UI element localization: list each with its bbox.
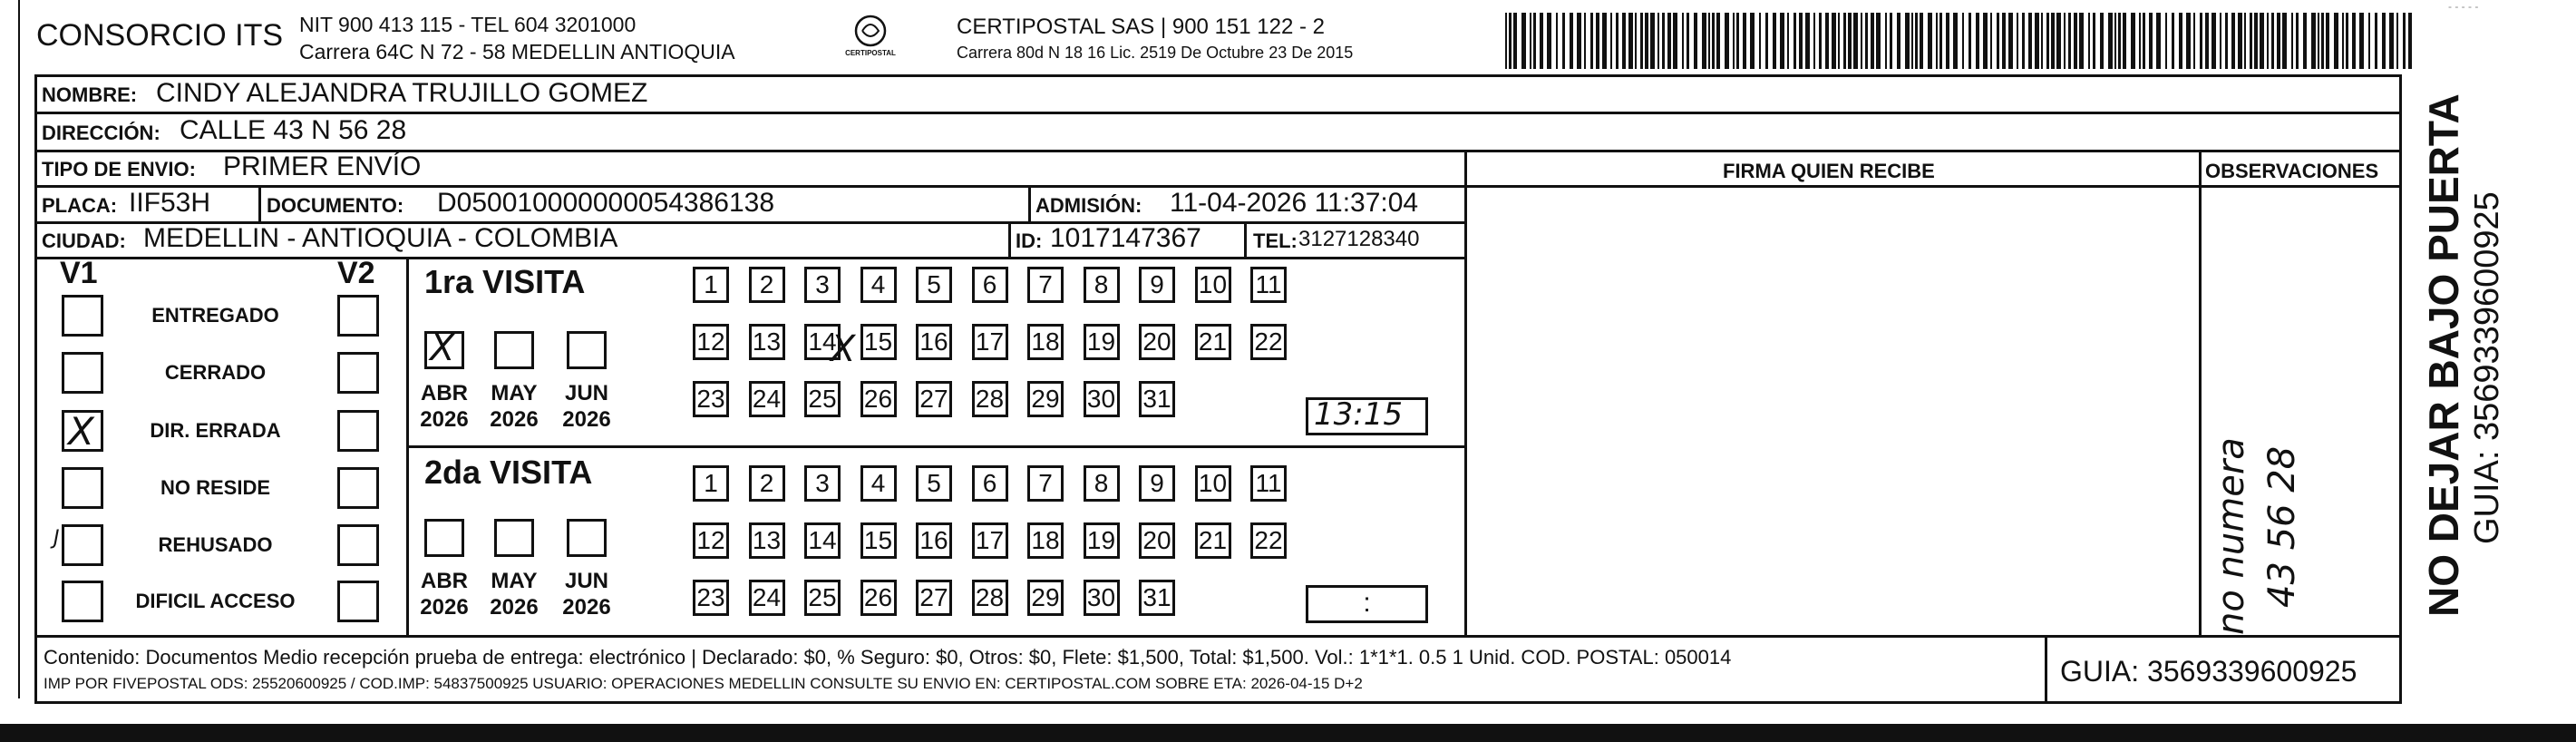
day-box[interactable]: 19 — [1084, 522, 1120, 559]
day-box[interactable]: 31 — [1139, 381, 1175, 417]
footer-guia: GUIA: 3569339600925 — [2060, 655, 2357, 688]
admission-value: 11-04-2026 11:37:04 — [1170, 188, 1419, 218]
year-label: 2026 — [420, 595, 469, 620]
day-box[interactable]: 7 — [1027, 465, 1064, 502]
day-box[interactable]: 17 — [972, 324, 1008, 360]
status-label: REHUSADO — [158, 533, 273, 556]
bottom-bar — [0, 724, 2576, 742]
observation-handwriting-2: 43 56 28 — [2261, 445, 2303, 608]
day-box[interactable]: 14 — [804, 522, 841, 559]
company-address: Carrera 64C N 72 - 58 MEDELLIN ANTIOQUIA — [299, 40, 735, 63]
day-box[interactable]: 13 — [749, 324, 785, 360]
day-box[interactable]: 29 — [1027, 381, 1064, 417]
day-box[interactable]: 3 — [804, 465, 841, 502]
visit1-title: 1ra VISITA — [424, 263, 586, 300]
admission-label: ADMISIÓN: — [1035, 194, 1142, 217]
day-box[interactable]: 13 — [749, 522, 785, 559]
day-box[interactable]: 12 — [693, 522, 729, 559]
day-box[interactable]: 27 — [916, 580, 952, 616]
status-label: NO RESIDE — [160, 476, 271, 499]
month-checkbox[interactable] — [424, 519, 464, 557]
day-box[interactable]: 6 — [972, 465, 1008, 502]
year-label: 2026 — [420, 407, 469, 432]
v1-checkbox[interactable] — [62, 581, 103, 622]
id-value: 1017147367 — [1050, 223, 1201, 253]
v1-checkbox[interactable] — [53, 524, 103, 566]
day-box[interactable]: 11 — [1250, 267, 1287, 303]
document-value: D050010000000054386138 — [437, 188, 775, 218]
day-box[interactable]: 2 — [749, 267, 785, 303]
day-box[interactable]: 21 — [1195, 324, 1231, 360]
day-box[interactable]: 30 — [1084, 580, 1120, 616]
v2-checkbox[interactable] — [337, 524, 379, 566]
day-box[interactable]: 20 — [1139, 324, 1175, 360]
day-box[interactable]: 16 — [916, 324, 952, 360]
side-guia: GUIA: 3569339600925 — [2468, 191, 2506, 544]
day-box[interactable]: 30 — [1084, 381, 1120, 417]
day-box[interactable]: 10 — [1195, 465, 1231, 502]
day-box[interactable]: 3 — [804, 267, 841, 303]
v2-label: V2 — [337, 256, 375, 290]
year-label: 2026 — [562, 407, 611, 432]
day-box[interactable]: 24 — [749, 580, 785, 616]
v2-checkbox[interactable] — [337, 295, 379, 337]
month-checkbox[interactable] — [494, 519, 534, 557]
visit1-time-box[interactable] — [1306, 397, 1428, 435]
day-box[interactable]: 5 — [916, 267, 952, 303]
status-label: DIR. ERRADA — [150, 419, 281, 442]
status-label: CERRADO — [164, 361, 267, 384]
certipostal-logo — [839, 11, 902, 65]
visit2-title: 2da VISITA — [424, 454, 593, 491]
observations-header: OBSERVACIONES — [2205, 160, 2379, 182]
day-box[interactable]: 15 — [860, 324, 897, 360]
plate-label: PLACA: — [42, 194, 118, 217]
name-label: NOMBRE: — [42, 83, 138, 106]
visit2-time-box[interactable] — [1306, 585, 1428, 623]
day-box[interactable]: 1 — [693, 465, 729, 502]
shipment-type-label: TIPO DE ENVIO: — [42, 158, 196, 181]
day-box[interactable]: 8 — [1084, 465, 1120, 502]
month-label: JUN — [564, 569, 608, 593]
day-box[interactable]: 23 — [693, 580, 729, 616]
month-label: ABR — [421, 569, 468, 593]
month-checkbox[interactable] — [494, 331, 534, 369]
day-box[interactable]: 23 — [693, 381, 729, 417]
day-box[interactable]: 29 — [1027, 580, 1064, 616]
day-box[interactable]: 24 — [749, 381, 785, 417]
v2-checkbox[interactable] — [337, 581, 379, 622]
recipient-name: CINDY ALEJANDRA TRUJILLO GOMEZ — [156, 78, 648, 108]
stray-mark: J — [53, 527, 60, 550]
day-box[interactable]: 2 — [749, 465, 785, 502]
year-label: 2026 — [562, 595, 611, 620]
day-box[interactable]: 17 — [972, 522, 1008, 559]
address-label: DIRECCIÓN: — [42, 122, 160, 144]
day-box[interactable]: 25 — [804, 381, 841, 417]
day-box[interactable]: 15 — [860, 522, 897, 559]
visit1-day-mark: X — [831, 328, 856, 370]
city-label: CIUDAD: — [42, 229, 126, 252]
day-box[interactable]: 5 — [916, 465, 952, 502]
v1-checkbox[interactable] — [62, 295, 103, 337]
day-box[interactable]: 8 — [1084, 267, 1120, 303]
day-box[interactable]: 10 — [1195, 267, 1231, 303]
day-box[interactable]: 6 — [972, 267, 1008, 303]
v2-checkbox[interactable] — [337, 410, 379, 452]
footer-content: Contenido: Documentos Medio recepción prueba de entrega: electrónico | Declarado: $0, % Seguro: $0, Otros: $0, Flete: $1,500, Total: $1,500. Vol.: 1*1*1. 0.5 1 Unid. COD. POSTAL: 050014 — [44, 646, 1732, 669]
plate-value: IIF53H — [129, 188, 211, 218]
month-checkbox[interactable] — [567, 519, 607, 557]
nit-line: NIT 900 413 115 - TEL 604 3201000 — [299, 13, 637, 36]
carrier-address: Carrera 80d N 18 16 Lic. 2519 De Octubre 23 De 2015 — [957, 44, 1354, 62]
month-label: ABR — [421, 381, 468, 405]
day-box[interactable]: 18 — [1027, 324, 1064, 360]
day-box[interactable]: 25 — [804, 580, 841, 616]
day-box[interactable]: 4 — [860, 465, 897, 502]
status-label: ENTREGADO — [151, 304, 279, 327]
day-box[interactable]: 4 — [860, 267, 897, 303]
status-label: DIFICIL ACCESO — [135, 590, 296, 612]
company-name: CONSORCIO ITS — [36, 18, 284, 53]
day-box[interactable]: 28 — [972, 580, 1008, 616]
day-box[interactable]: 12 — [693, 324, 729, 360]
carrier-line: CERTIPOSTAL SAS | 900 151 122 - 2 — [957, 15, 1325, 39]
day-box[interactable]: 26 — [860, 381, 897, 417]
recipient-address: CALLE 43 N 56 28 — [180, 115, 407, 145]
month-label: MAY — [491, 381, 538, 405]
tel-value: 3127128340 — [1298, 227, 1420, 251]
logo-text: CERTIPOSTAL — [845, 49, 896, 57]
signature-header: FIRMA QUIEN RECIBE — [1723, 160, 1935, 182]
v2-checkbox[interactable] — [337, 467, 379, 509]
v1-checkbox[interactable] — [62, 467, 103, 509]
day-box[interactable]: 31 — [1139, 580, 1175, 616]
day-box[interactable]: 26 — [860, 580, 897, 616]
day-box[interactable]: 14 — [804, 324, 841, 360]
day-box[interactable]: 11 — [1250, 465, 1287, 502]
v1-label: V1 — [60, 256, 98, 290]
day-box[interactable]: 22 — [1250, 324, 1287, 360]
month-label: JUN — [564, 381, 608, 405]
shipment-type: PRIMER ENVÍO — [223, 151, 422, 181]
day-box[interactable]: 7 — [1027, 267, 1064, 303]
visit2-time-placeholder: : — [1363, 588, 1371, 618]
day-box[interactable]: 9 — [1139, 465, 1175, 502]
v1-checkbox[interactable] — [62, 352, 103, 394]
month-label: MAY — [491, 569, 538, 593]
check-mark: X — [68, 409, 94, 454]
day-box[interactable]: 20 — [1139, 522, 1175, 559]
v2-checkbox[interactable] — [337, 352, 379, 394]
barcode — [1505, 13, 2416, 69]
city-value: MEDELLIN - ANTIOQUIA - COLOMBIA — [143, 223, 618, 253]
v1-checkbox[interactable] — [62, 410, 103, 452]
tel-label: TEL: — [1253, 229, 1298, 252]
day-box[interactable]: 9 — [1139, 267, 1175, 303]
visit1-month-mark: X — [430, 327, 455, 369]
day-box[interactable]: 1 — [693, 267, 729, 303]
side-warning: NO DEJAR BAJO PUERTA — [2420, 93, 2467, 617]
observation-handwriting-1: no numera — [2211, 437, 2252, 635]
left-margin-line — [18, 0, 20, 698]
day-box[interactable]: 19 — [1084, 324, 1120, 360]
year-label: 2026 — [490, 595, 539, 620]
visit1-time-value: 13:15 — [1314, 396, 1403, 433]
month-checkbox[interactable] — [567, 331, 607, 369]
day-box[interactable]: 28 — [972, 381, 1008, 417]
footer-imp: IMP POR FIVEPOSTAL ODS: 25520600925 / COD.IMP: 54837500925 USUARIO: OPERACIONES MEDELLIN CONSULTE SU ENVIO EN: CERTIPOSTAL.COM SOBRE ETA: 2026-04-15 D+2 — [44, 675, 1363, 692]
top-right-note: - - - - - — [2448, 0, 2479, 13]
day-box[interactable]: 18 — [1027, 522, 1064, 559]
day-box[interactable]: 27 — [916, 381, 952, 417]
day-box[interactable]: 22 — [1250, 522, 1287, 559]
day-box[interactable]: 21 — [1195, 522, 1231, 559]
day-box[interactable]: 16 — [916, 522, 952, 559]
document-label: DOCUMENTO: — [267, 194, 404, 217]
id-label: ID: — [1016, 229, 1043, 252]
year-label: 2026 — [490, 407, 539, 432]
